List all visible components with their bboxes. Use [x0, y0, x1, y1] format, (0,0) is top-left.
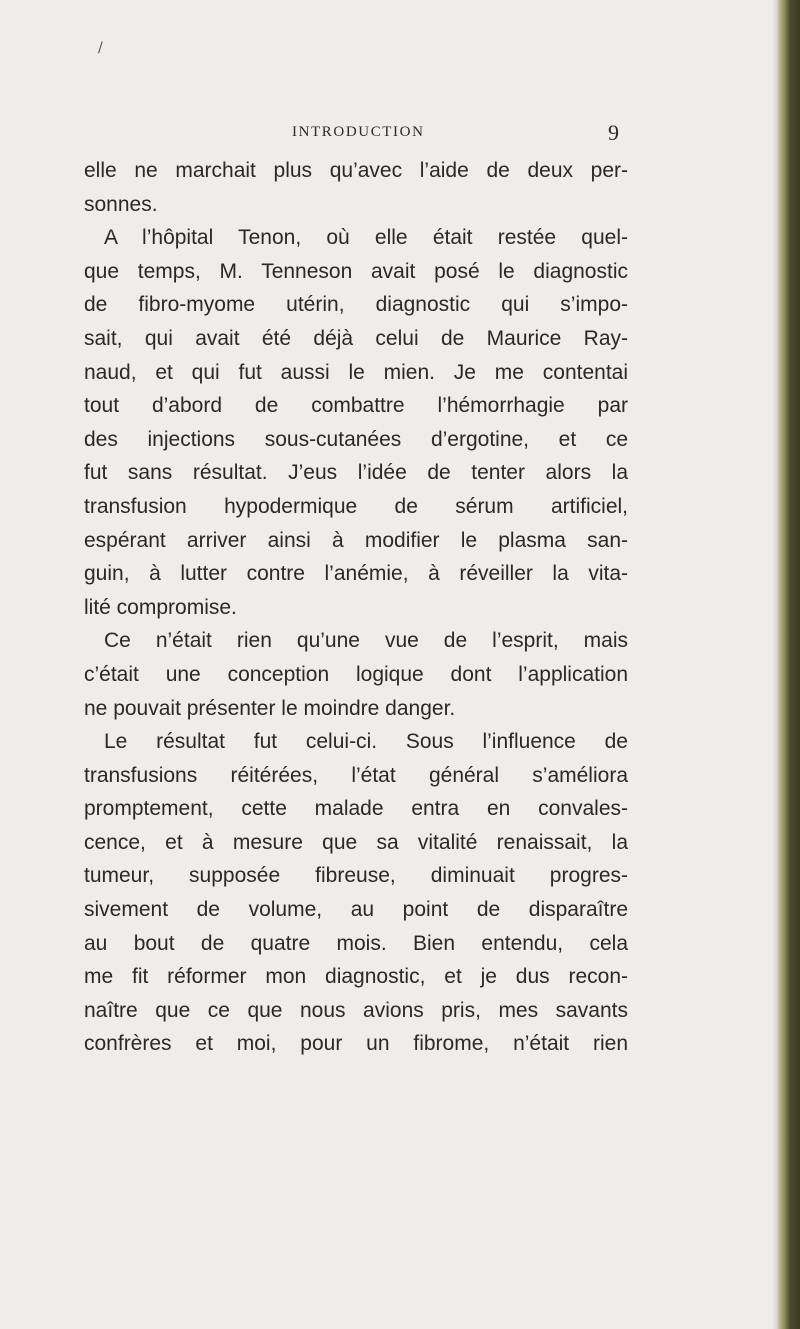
running-head [0, 118, 800, 148]
text-line: lité compromise. [84, 595, 237, 619]
text-line: tout d’abord de combattre l’hémorrhagie par [84, 394, 628, 418]
text-line: A l’hôpital Tenon, où elle était restée quel- [104, 226, 628, 250]
text-line: sivement de volume, au point de disparaître [84, 898, 628, 922]
text-line: c’était une conception logique dont l’application [84, 662, 628, 686]
running-title: INTRODUCTION [292, 124, 425, 140]
text-line: espérant arriver ainsi à modifier le plasma san- [84, 528, 628, 552]
text-line: ne pouvait présenter le moindre danger. [84, 696, 456, 720]
text-line: confrères et moi, pour un fibrome, n’était rien [84, 1032, 628, 1056]
text-line: sait, qui avait été déjà celui de Maurice Ray- [84, 326, 628, 350]
text-line: que temps, M. Tenneson avait posé le diagnostic [84, 259, 628, 283]
text-line: au bout de quatre mois. Bien entendu, cela [84, 931, 628, 955]
text-line: des injections sous-cutanées d’ergotine, et ce [84, 427, 628, 451]
text-line: cence, et à mesure que sa vitalité renaissait, la [84, 830, 628, 854]
text-line: tumeur, supposée fibreuse, diminuait progres- [84, 864, 628, 888]
page-edge [778, 0, 800, 1329]
text-line: fut sans résultat. J’eus l’idée de tenter alors la [84, 461, 628, 485]
top-mark: / [98, 40, 103, 56]
text-line: guin, à lutter contre l’anémie, à réveiller la vita- [84, 562, 628, 586]
text-line: transfusion hypodermique de sérum artificiel, [84, 494, 628, 518]
text-line: naud, et qui fut aussi le mien. Je me contentai [84, 360, 628, 384]
text-line: promptement, cette malade entra en convales- [84, 797, 628, 821]
text-line: me fit réformer mon diagnostic, et je dus recon- [84, 965, 628, 989]
body-text [84, 154, 628, 1061]
text-line: transfusions réitérées, l’état général s’améliora [84, 763, 628, 787]
text-line: de fibro-myome utérin, diagnostic qui s’impo- [84, 293, 628, 317]
text-line: sonnes. [84, 192, 158, 216]
page-number: 9 [608, 120, 619, 145]
text-line: naître que ce que nous avions pris, mes savants [84, 998, 628, 1022]
text-line: Ce n’était rien qu’une vue de l’esprit, mais [104, 629, 628, 653]
text-line: Le résultat fut celui-ci. Sous l’influence de [104, 730, 628, 754]
text-line: elle ne marchait plus qu’avec l’aide de deux per- [84, 159, 628, 182]
